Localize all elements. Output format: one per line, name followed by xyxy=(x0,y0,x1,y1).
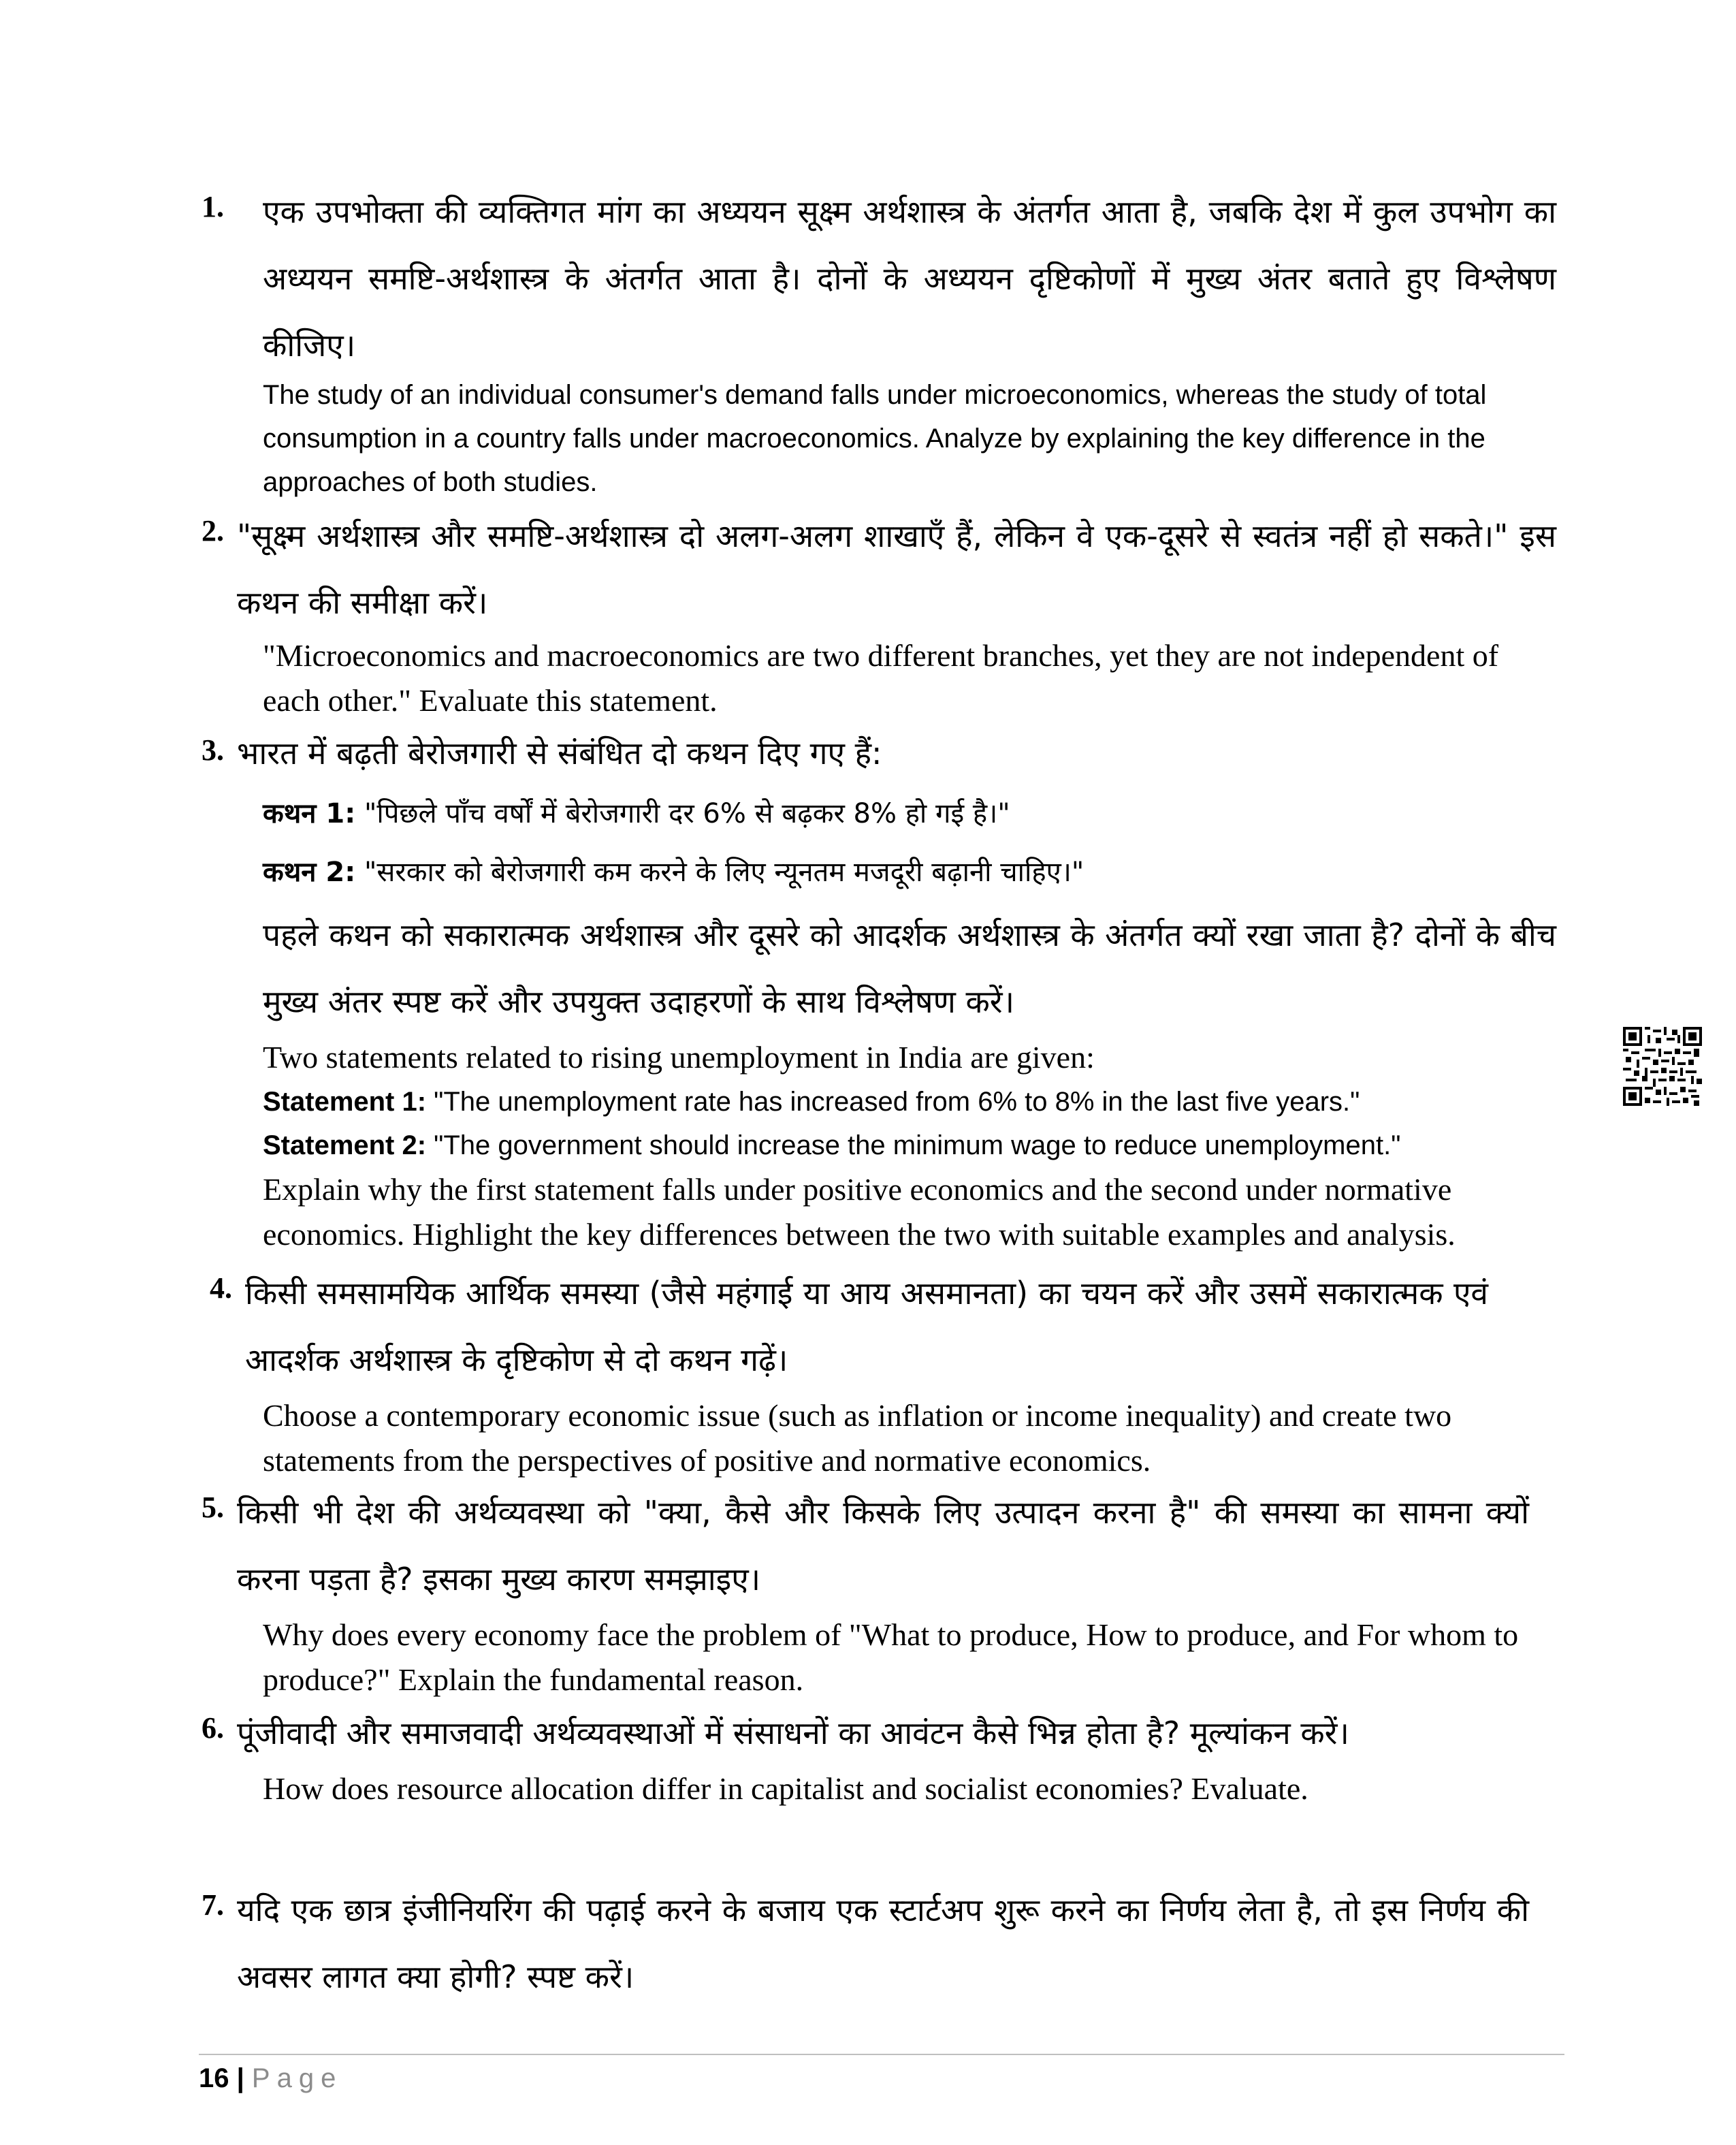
question-hindi-text: किसी भी देश की अर्थव्यवस्था को "क्या, कैसे और किसके लिए उत्पादन करना है" की समस्या का सामना क्यों करना पड़ता है? इसका मुख्य कारण समझाइए। xyxy=(237,1494,1529,1598)
question-hindi-text: "सूक्ष्म अर्थशास्त्र और समष्टि-अर्थशास्त्र दो अलग-अलग शाखाएँ हैं, लेकिन वे एक-दूसरे से स्वतंत्र नहीं हो सकते।" इस कथन की समीक्षा करें। xyxy=(237,518,1556,621)
english-intro: Two statements related to rising unemployment in India are given: xyxy=(263,1040,1095,1075)
english-statement-1 xyxy=(263,1080,1556,1124)
statement-label: कथन 2: xyxy=(263,857,356,888)
question-english-text: "Microeconomics and macroeconomics are two different branches, yet they are not independent of each other." Evaluate this statement. xyxy=(263,638,1499,718)
qr-code-icon xyxy=(1623,1027,1702,1106)
question-number: 6. xyxy=(202,1711,224,1745)
english-statement-2 xyxy=(263,1124,1556,1167)
statement-label: कथन 1: xyxy=(263,798,356,829)
page-label: Page xyxy=(251,2063,343,2093)
question-hindi-text: यदि एक छात्र इंजीनियरिंग की पढ़ाई करने के बजाय एक स्टार्टअप शुरू करने का निर्णय लेता है, तो इस निर्णय की अवसर लागत क्या होगी? स्पष्ट करें। xyxy=(237,1892,1529,1995)
question-number: 1. xyxy=(202,190,224,223)
question-english-text: Choose a contemporary economic issue (such as inflation or income inequality) and create two statements from the perspectives of positive and normative economics. xyxy=(263,1398,1452,1478)
statement-label: Statement 1: xyxy=(263,1087,427,1117)
question-5 xyxy=(202,1479,1556,1702)
question-hindi-text: किसी समसामयिक आर्थिक समस्या (जैसे महंगाई या आय असमानता) का चयन करें और उसमें सकारात्मक एवं आदर्शक अर्थशास्त्र के दृष्टिकोण से दो कथन गढ़ें। xyxy=(245,1275,1488,1378)
question-number: 4. xyxy=(210,1271,232,1305)
question-6 xyxy=(202,1700,1556,1811)
footer-separator: | xyxy=(229,2063,252,2093)
page-number: 16 xyxy=(199,2063,229,2093)
question-hindi-ask: पहले कथन को सकारात्मक अर्थशास्त्र और दूसरे को आदर्शक अर्थशास्त्र के अंतर्गत क्यों रखा जाता है? दोनों के बीच मुख्य अंतर स्पष्ट करें और उपयुक्त उदाहरणों के साथ विश्लेषण करें। xyxy=(263,917,1556,1020)
question-english-text: Why does every economy face the problem of "What to produce, How to produce, and For whom to produce?" Explain the fundamental reason. xyxy=(263,1617,1519,1697)
question-hindi-text: पूंजीवादी और समाजवादी अर्थव्यवस्थाओं में संसाधनों का आवंटन कैसे भिन्न होता है? मूल्यांकन करें। xyxy=(237,1715,1349,1751)
statement-label: Statement 2: xyxy=(263,1130,427,1160)
question-english-text: How does resource allocation differ in capitalist and socialist economies? Evaluate. xyxy=(263,1771,1308,1806)
statement-text: "पिछले पाँच वर्षों में बेरोजगारी दर 6% से बढ़कर 8% हो गई है।" xyxy=(355,798,1010,829)
footer-divider xyxy=(199,2054,1564,2055)
hindi-statement-2 xyxy=(263,843,1556,902)
statement-text: "The unemployment rate has increased from 6% to 8% in the last five years." xyxy=(426,1087,1360,1117)
question-number: 2. xyxy=(202,514,224,547)
question-number: 7. xyxy=(202,1888,224,1922)
question-2 xyxy=(202,503,1556,723)
statement-text: "सरकार को बेरोजगारी कम करने के लिए न्यूनतम मजदूरी बढ़ानी चाहिए।" xyxy=(355,857,1084,888)
question-hindi-text: भारत में बढ़ती बेरोजगारी से संबंधित दो कथन दिए गए हैं: xyxy=(237,735,882,772)
question-english-text: The study of an individual consumer's demand falls under microeconomics, whereas the study of total consumption in a country falls under macroeconomics. Analyze by explaining the key difference in the approaches of both studies. xyxy=(263,380,1487,497)
question-3 xyxy=(202,722,1556,1257)
question-english-ask: Explain why the first statement falls under positive economics and the second under normative economics. Highlight the key differences between the two with suitable examples and analysis. xyxy=(263,1172,1456,1252)
question-number: 5. xyxy=(202,1491,224,1524)
question-1 xyxy=(202,178,1556,504)
question-number: 3. xyxy=(202,733,224,767)
page-footer xyxy=(199,2063,342,2094)
question-hindi-text: एक उपभोक्ता की व्यक्तिगत मांग का अध्ययन सूक्ष्म अर्थशास्त्र के अंतर्गत आता है, जबकि देश में कुल उपभोग का अध्ययन समष्टि-अर्थशास्त्र के अंतर्गत आता है। दोनों के अध्ययन दृष्टिकोणों में मुख्य अंतर बताते हुए विश्लेषण कीजिए। xyxy=(263,193,1556,364)
hindi-statement-1 xyxy=(263,784,1556,843)
statement-text: "The government should increase the minimum wage to reduce unemployment." xyxy=(426,1130,1401,1160)
question-7 xyxy=(202,1877,1556,2010)
question-4 xyxy=(202,1260,1556,1483)
